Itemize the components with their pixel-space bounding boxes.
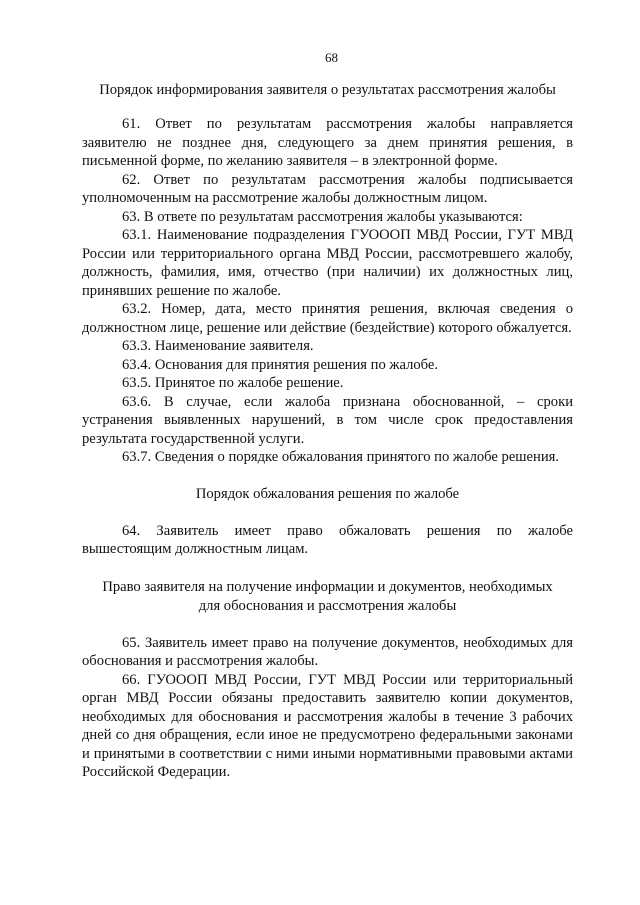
- paragraph-66: 66. ГУОООП МВД России, ГУТ МВД России или территориальный орган МВД России обязаны предоставить заявителю копии документов, необходимых для обоснования и рассмотрения жалобы в течение 3 рабочих дней со дня обращения, если иное не предусмотрено федеральными законами и принятыми в соответствии с ними иными нормативными правовыми актами Российской Федерации.: [82, 671, 573, 780]
- section-heading-line-2: для обоснования и рассмотрения жалобы: [198, 597, 457, 614]
- paragraph-63-3: 63.3. Наименование заявителя.: [122, 338, 314, 354]
- paragraph-63-2: 63.2. Номер, дата, место принятия решения, включая сведения о должностном лице, решение или действие (бездействие) которого обжалуется.: [82, 301, 573, 336]
- section-heading-informing: Порядок информирования заявителя о результатах рассмотрения жалобы: [99, 82, 556, 98]
- section-body-appeal: [82, 522, 573, 559]
- paragraph-63-5: 63.5. Принятое по жалобе решение.: [122, 375, 344, 391]
- section-heading-right-to-information: [82, 578, 573, 616]
- page-number: 68: [325, 50, 338, 65]
- section-body-informing: [82, 115, 573, 467]
- paragraph-63: 63. В ответе по результатам рассмотрения жалобы указываются:: [122, 208, 523, 225]
- section-heading-appeal: Порядок обжалования решения по жалобе: [195, 485, 460, 502]
- paragraph-63-1: 63.1. Наименование подразделения ГУОООП МВД России, ГУТ МВД России или территориального органа МВД России, рассмотревшего жалобу, должность, фамилия, имя, отчество (при наличии) их должностных лиц, принявших решение по жалобе.: [82, 227, 573, 299]
- paragraph-62: 62. Ответ по результатам рассмотрения жалобы подписывается уполномоченным на рассмотрение жалобы должностным лицом.: [82, 171, 573, 206]
- paragraph-65: 65. Заявитель имеет право на получение документов, необходимых для обоснования и рассмотрения жалобы.: [82, 634, 573, 669]
- paragraph-63-4: 63.4. Основания для принятия решения по жалобе.: [122, 356, 439, 373]
- paragraph-64: 64. Заявитель имеет право обжаловать решения по жалобе вышестоящим должностным лицам.: [82, 522, 573, 557]
- section-heading-line-1: Право заявителя на получение информации и документов, необходимых: [102, 578, 553, 595]
- paragraph-61: 61. Ответ по результатам рассмотрения жалобы направляется заявителю не позднее дня, следующего за днем принятия решения, в письменной форме, по желанию заявителя – в электронной форме.: [82, 116, 573, 169]
- paragraph-63-6: 63.6. В случае, если жалоба признана обоснованной, – сроки устранения выявленных нарушений, в том числе срок предоставления результата государственной услуги.: [82, 393, 573, 447]
- paragraph-63-7: 63.7. Сведения о порядке обжалования принятого по жалобе решения.: [122, 449, 560, 465]
- section-body-right-to-information: [82, 634, 573, 782]
